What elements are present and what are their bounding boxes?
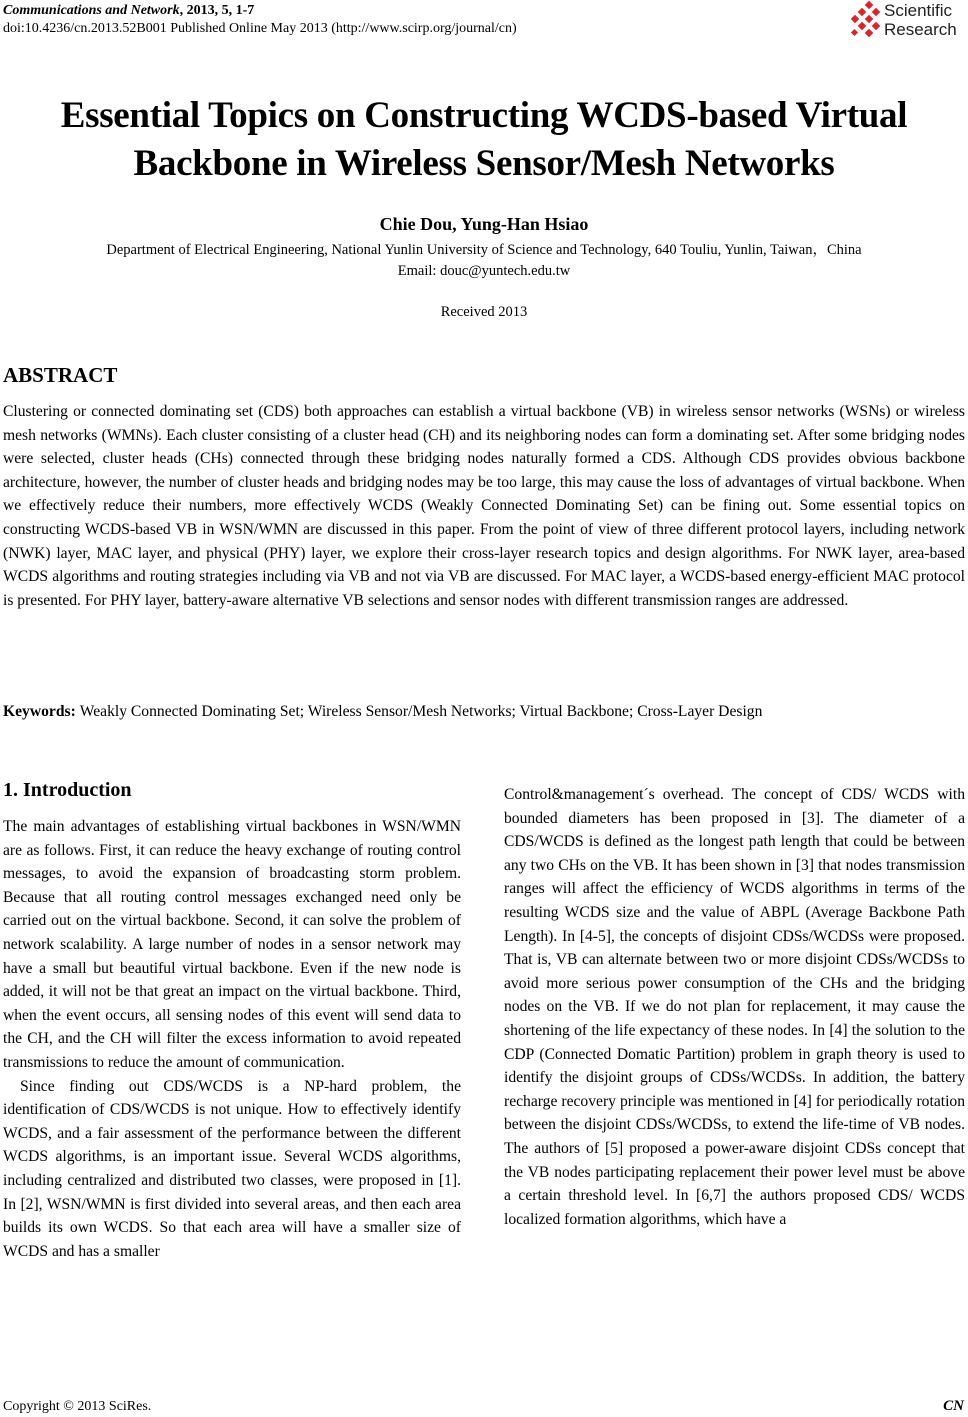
title-line2: Backbone in Wireless Sensor/Mesh Networks — [133, 143, 835, 184]
doi-line[interactable]: doi:10.4236/cn.2013.52B001 Published Online May 2013 (http://www.scirp.org/journal/cn) — [3, 21, 517, 36]
logo-line1: Scientific — [884, 1, 953, 20]
paper-title — [0, 92, 968, 188]
journal-citation — [3, 2, 254, 19]
intro-paragraph-1: The main advantages of establishing virtual backbones in WSN/WMN are as follows. First, it can reduce the heavy exchange of routing control messages, to avoid the expansion of broadcasting storm problem. Because that all routing control messages exchanged need only be carried out on the virtual backbone. Second, it can solve the problem of network scalability. A large number of nodes in a sensor network may have a small but beautiful virtual backbone. Even if the new node is added, it will not be that great an impact on the virtual backbone. Third, when the event occurs, all sensing nodes of this event will send data to the CH, and the CH will filter the excess information to avoid repeated transmissions to reduce the amount of communication. — [3, 818, 461, 1071]
section-heading-introduction: 1. Introduction — [3, 779, 132, 801]
copyright-footer: Copyright © 2013 SciRes. — [3, 1399, 152, 1414]
authors: Chie Dou, Yung-Han Hsiao — [379, 214, 589, 234]
logo-line2: Research — [884, 20, 957, 39]
right-column — [504, 783, 965, 1231]
journal-volume: , 2013, 5, 1-7 — [179, 3, 255, 18]
journal-abbrev-footer: CN — [943, 1398, 964, 1414]
received-date: Received 2013 — [440, 304, 528, 320]
author-email[interactable]: Email: douc@yuntech.edu.tw — [397, 263, 571, 279]
abstract-heading: ABSTRACT — [3, 363, 118, 387]
intro-paragraph-2: Since finding out CDS/WCDS is a NP-hard problem, the identification of CDS/WCDS is not unique. How to effectively identify WCDS, and a fair assessment of the performance between the different WCDS algorithms, is an important issue. Several WCDS algorithms, including centralized and distributed two classes, were proposed in [1]. In [2], WSN/WMN is first divided into several areas, and then each area builds its own WCDS. So that each area will have a smaller size of WCDS and has a smaller — [3, 1077, 461, 1260]
scientific-research-diamond-logo-icon — [846, 0, 884, 44]
affiliation-block — [0, 240, 968, 282]
intro-right-paragraph: Control&management´s overhead. The concept of CDS/ WCDS with bounded diameters has been proposed in [3]. The diameter of a CDS/WCDS is defined as the longest path length that could be between any two CHs on the VB. It has been shown in [3] that nodes transmission ranges will affect the efficiency of WCDS algorithms in terms of the resulting WCDS size and the value of ABPL (Average Backbone Path Length). In [4-5], the concepts of disjoint CDSs/WCDSs were proposed. That is, VB can alternate between two or more disjoint CDSs/WCDSs to avoid more serious power consumption of the CHs and the bridging nodes on the VB. If we do not plan for replacement, it may cause the shortening of the life expectancy of these nodes. In [4] the solution to the CDP (Connected Domatic Partition) problem in graph theory is used to identify the disjoint groups of CDSs/WCDSs. In addition, the battery recharge recovery principle was mentioned in [4] for periodically rotation between the disjoint CDSs/WCDSs, to extend the life-time of VB nodes. The authors of [5] proposed a power-aware disjoint CDSs concept that the VB nodes participating replacement their power level must be above a certain threshold level. In [6,7] the authors proposed CDS/ WCDS localized formation algorithms, which have a — [504, 786, 965, 1228]
publisher-logo — [846, 0, 966, 44]
keywords-label: Keywords: — [3, 703, 76, 720]
keywords — [3, 700, 965, 724]
affiliation: Department of Electrical Engineering, National Yunlin University of Science and Technology, 640 Touliu, Yunlin, Taiwan，China — [106, 242, 862, 258]
title-line1: Essential Topics on Constructing WCDS-based Virtual — [60, 95, 908, 136]
journal-name: Communications and Network — [3, 3, 180, 18]
left-column — [3, 815, 461, 1263]
keywords-text: Weakly Connected Dominating Set; Wireless Sensor/Mesh Networks; Virtual Backbone; Cross-Layer Design — [79, 703, 763, 720]
abstract-text: Clustering or connected dominating set (CDS) both approaches can establish a virtual backbone (VB) in wireless sensor networks (WSNs) or wireless mesh networks (WMNs). Each cluster consisting of a cluster head (CH) and its neighboring nodes can form a dominating set. After some bridging nodes were selected, cluster heads (CHs) connected through these bridging nodes naturally formed a CDS. Although CDS provides obvious backbone architecture, however, the number of cluster heads and bridging nodes may be too large, this may cause the loss of advantages of virtual backbone. When we effectively reduce their numbers, more effectively WCDS (Weakly Connected Dominating Set) can be fining out. Some essential topics on constructing WCDS-based VB in WSN/WMN are discussed in this paper. From the point of view of three different protocol layers, including network (NWK) layer, MAC layer, and physical (PHY) layer, we explore their cross-layer research topics and design algorithms. For NWK layer, area-based WCDS algorithms and routing strategies including via VB and not via VB are discussed. For MAC layer, a WCDS-based energy-efficient MAC protocol is presented. For PHY layer, battery-aware alternative VB selections and sensor nodes with different transmission ranges are addressed. — [3, 403, 965, 609]
